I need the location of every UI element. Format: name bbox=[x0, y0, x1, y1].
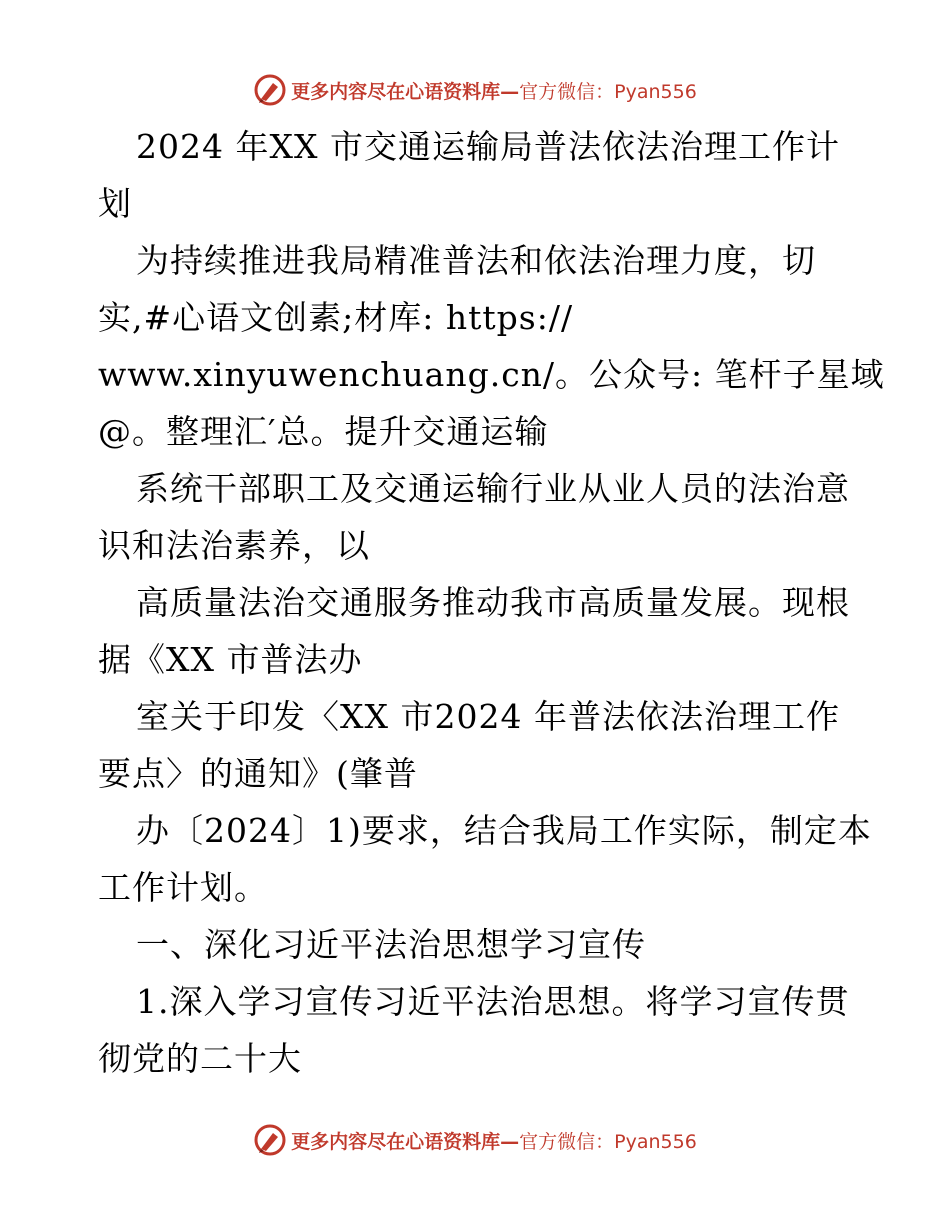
text-line: 据《XX 市普法办 bbox=[98, 640, 363, 679]
text-line: 彻党的二十大 bbox=[98, 1039, 302, 1078]
section-heading: 一、深化习近平法治思想学习宣传 bbox=[136, 925, 646, 964]
pen-logo-icon bbox=[253, 1123, 287, 1157]
text-line: 工作计划。 bbox=[98, 868, 268, 907]
text-line: 实,#心语文创素;材库: https:// bbox=[98, 298, 574, 337]
text-line: www.xinyuwenchuang.cn/。公众号: 笔杆子星域 bbox=[98, 355, 885, 394]
text-line: 1.深入学习宣传习近平法治思想。将学习宣传贯 bbox=[136, 982, 850, 1021]
text-line: @。整理汇′总。提升交通运输 bbox=[98, 412, 549, 451]
header-banner bbox=[0, 68, 950, 112]
text-line: 高质量法治交通服务推动我市高质量发展。现根 bbox=[136, 583, 850, 622]
text-line: 为持续推进我局精准普法和依法治理力度，切 bbox=[136, 241, 816, 280]
document-body bbox=[98, 118, 885, 1087]
text-line: 系统干部职工及交通运输行业从业人员的法治意 bbox=[136, 469, 850, 508]
text-line: 办〔2024〕1)要求，结合我局工作实际，制定本 bbox=[136, 811, 872, 850]
banner-wechat-text: 官方微信：Pyan556 bbox=[519, 1130, 697, 1153]
banner-main-text: 更多内容尽在心语资料库— bbox=[291, 80, 520, 103]
banner-wechat-text: 官方微信：Pyan556 bbox=[519, 80, 697, 103]
text-line: 划 bbox=[98, 184, 132, 223]
text-line: 室关于印发〈XX 市2024 年普法依法治理工作 bbox=[136, 697, 840, 736]
text-line: 2024 年XX 市交通运输局普法依法治理工作计 bbox=[136, 127, 840, 166]
banner-main-text: 更多内容尽在心语资料库— bbox=[291, 1130, 520, 1153]
footer-banner bbox=[0, 1118, 950, 1162]
banner-text bbox=[291, 77, 697, 104]
banner-text bbox=[291, 1127, 697, 1154]
text-line: 要点〉的通知》(肇普 bbox=[98, 754, 418, 793]
pen-logo-icon bbox=[253, 73, 287, 107]
text-line: 识和法治素养，以 bbox=[98, 526, 370, 565]
